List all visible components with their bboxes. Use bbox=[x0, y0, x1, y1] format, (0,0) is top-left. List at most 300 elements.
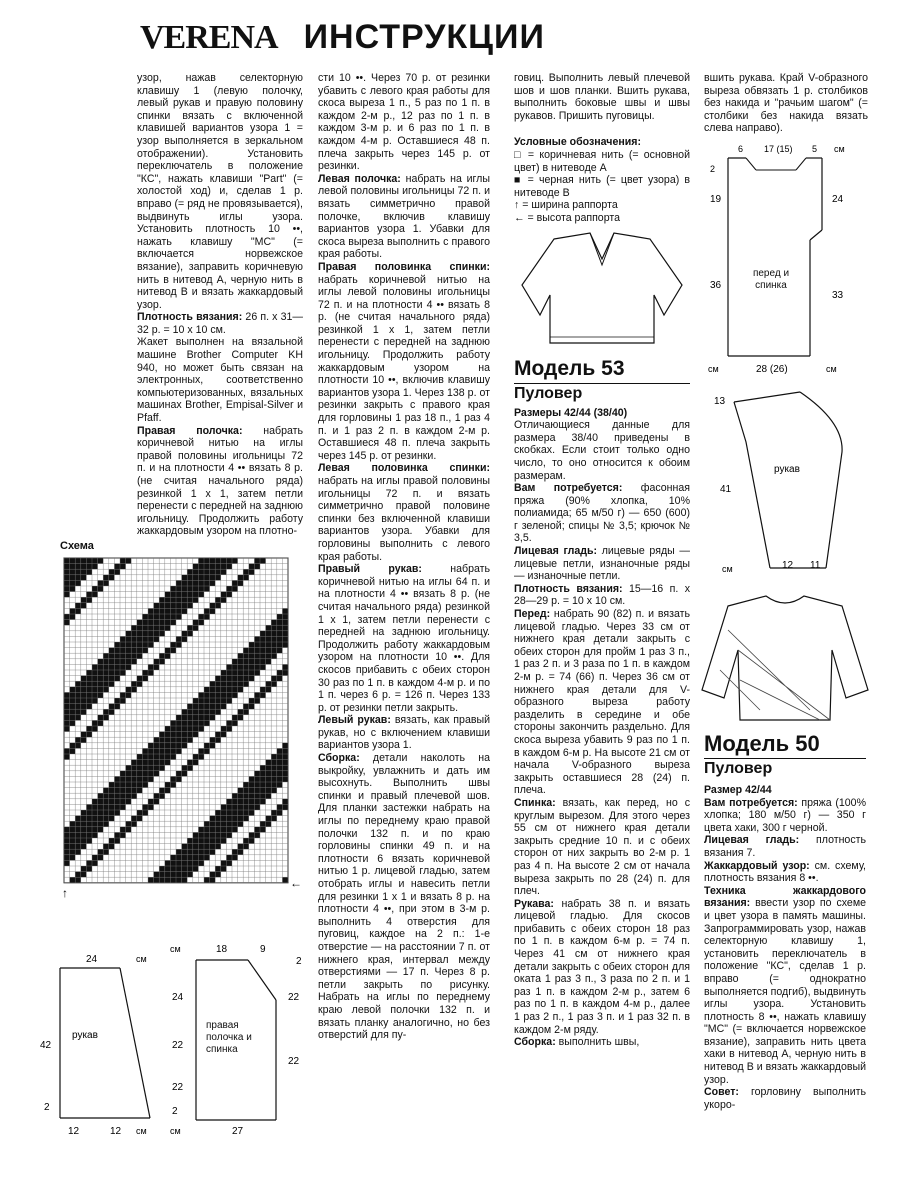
chart-cell bbox=[260, 827, 266, 833]
chart-cell bbox=[159, 743, 165, 749]
chart-cell bbox=[249, 670, 255, 676]
chart-cell bbox=[204, 715, 210, 721]
chart-cell bbox=[165, 603, 171, 609]
dim-label: см bbox=[834, 144, 845, 154]
chart-cell bbox=[266, 782, 272, 788]
paragraph: Жакет выполнен на вязальной машине Brother Computer KH 940, но может быть связан на электронных, соответственно компьютеризованных, вязальных машинах Brother, Empisal-Silver и Pfaff. bbox=[137, 336, 303, 425]
chart-cell bbox=[254, 653, 260, 659]
chart-cell bbox=[215, 681, 221, 687]
chart-cell bbox=[109, 838, 115, 844]
chart-cell bbox=[249, 564, 255, 570]
chart-cell bbox=[114, 776, 120, 782]
chart-cell bbox=[126, 648, 132, 654]
chart-cell bbox=[254, 776, 260, 782]
chart-cell bbox=[114, 788, 120, 794]
chart-cell bbox=[266, 765, 272, 771]
paragraph: узор, нажав селекторную клавишу 1 (левую полочку, левый рукав и правую половину спинки вязать с включенной клавишей вариантов узора 1 = узор выполняется в зеркальном отображении). Установить переключатель в положение "КС", нажать клавиши "Part" (= холостой ход) и, сделав 1 р. вправо (= ряд не провязывается), выдвинуть иглы узора. Установить плотность 10 ••, нажать клавишу "МС" (= включается норвежское вязание), заправить коричневую нить в нитевод А, черную нить в нитевод В и вязать жаккардовый узор. bbox=[137, 72, 303, 311]
chart-cell bbox=[176, 771, 182, 777]
chart-cell bbox=[204, 608, 210, 614]
chart-cell bbox=[120, 664, 126, 670]
chart-cell bbox=[187, 709, 193, 715]
subheading: Сборка: bbox=[514, 1036, 556, 1049]
chart-cell bbox=[238, 681, 244, 687]
chart-cell bbox=[204, 844, 210, 850]
chart-cell bbox=[215, 687, 221, 693]
chart-cell bbox=[176, 720, 182, 726]
chart-cell bbox=[120, 793, 126, 799]
chart-cell bbox=[154, 793, 160, 799]
chart-cell bbox=[226, 592, 232, 598]
subheading: Правый рукав: bbox=[318, 563, 422, 576]
chart-cell bbox=[210, 709, 216, 715]
chart-cell bbox=[243, 804, 249, 810]
chart-cell bbox=[81, 681, 87, 687]
chart-cell bbox=[198, 844, 204, 850]
chart-cell bbox=[75, 849, 81, 855]
chart-cell bbox=[182, 765, 188, 771]
chart-cell bbox=[131, 642, 137, 648]
chart-cell bbox=[64, 698, 70, 704]
legend-item: ↑ = ширина раппорта bbox=[514, 199, 618, 212]
chart-cell bbox=[182, 592, 188, 598]
chart-cell bbox=[238, 670, 244, 676]
chart-cell bbox=[215, 844, 221, 850]
chart-cell bbox=[260, 642, 266, 648]
chart-cell bbox=[254, 664, 260, 670]
chart-cell bbox=[198, 832, 204, 838]
paragraph: говиц. Выполнить левый плечевой шов и шов планки. Вшить рукава, выполнить боковые швы и швы рукавов. Пришить пуговицы. bbox=[514, 72, 690, 122]
chart-cell bbox=[86, 569, 92, 575]
chart-cell bbox=[232, 659, 238, 665]
chart-cell bbox=[70, 704, 76, 710]
chart-cell bbox=[282, 620, 288, 626]
chart-cell bbox=[232, 816, 238, 822]
chart-cell bbox=[249, 810, 255, 816]
chart-cell bbox=[81, 558, 87, 564]
chart-cell bbox=[260, 793, 266, 799]
chart-cell bbox=[221, 592, 227, 598]
chart-cell bbox=[221, 558, 227, 564]
chart-cell bbox=[81, 732, 87, 738]
chart-cell bbox=[103, 664, 109, 670]
chart-cell bbox=[165, 782, 171, 788]
chart-cell bbox=[131, 816, 137, 822]
chart-cell bbox=[204, 821, 210, 827]
chart-cell bbox=[86, 860, 92, 866]
chart-cell bbox=[198, 575, 204, 581]
chart-cell bbox=[64, 838, 70, 844]
chart-cell bbox=[210, 715, 216, 721]
chart-cell bbox=[109, 670, 115, 676]
chart-cell bbox=[182, 743, 188, 749]
chart-cell bbox=[226, 816, 232, 822]
chart-cell bbox=[154, 748, 160, 754]
chart-cell bbox=[92, 726, 98, 732]
chart-cell bbox=[215, 676, 221, 682]
chart-cell bbox=[193, 564, 199, 570]
paragraph: набрать на иглы правой половины игольницы 72 п. и вязать симметрично правой половине спинки без включенной клавиши вариантов узора. Убавки для горловины выполнить с левого края работы. bbox=[318, 475, 490, 563]
chart-cell bbox=[198, 709, 204, 715]
chart-cell bbox=[70, 838, 76, 844]
paragraph: 26 п. х 31—32 р. = 10 х 10 см. bbox=[137, 311, 303, 336]
chart-cell bbox=[232, 720, 238, 726]
chart-cell bbox=[170, 720, 176, 726]
jacquard-chart bbox=[60, 552, 310, 927]
page-header bbox=[140, 18, 545, 68]
chart-cell bbox=[232, 558, 238, 564]
chart-cell bbox=[238, 659, 244, 665]
chart-cell bbox=[210, 737, 216, 743]
chart-cell bbox=[81, 704, 87, 710]
chart-cell bbox=[198, 569, 204, 575]
chart-cell bbox=[187, 866, 193, 872]
chart-cell bbox=[148, 799, 154, 805]
piece-label: правая полочка и спинка bbox=[206, 1020, 252, 1055]
chart-cell bbox=[260, 659, 266, 665]
chart-cell bbox=[165, 872, 171, 878]
dim-label: 41 bbox=[720, 484, 732, 495]
chart-cell bbox=[148, 608, 154, 614]
chart-cell bbox=[254, 788, 260, 794]
chart-cell bbox=[70, 709, 76, 715]
chart-cell bbox=[198, 838, 204, 844]
chart-cell bbox=[81, 564, 87, 570]
chart-cell bbox=[198, 715, 204, 721]
chart-cell bbox=[137, 788, 143, 794]
chart-cell bbox=[238, 816, 244, 822]
chart-cell bbox=[154, 608, 160, 614]
dim-label: 12 bbox=[782, 560, 794, 571]
chart-cell bbox=[182, 872, 188, 878]
dim-label: см bbox=[170, 1126, 181, 1136]
dim-label: 13 bbox=[714, 396, 726, 407]
chart-cell bbox=[243, 810, 249, 816]
chart-cell bbox=[86, 866, 92, 872]
chart-cell bbox=[210, 580, 216, 586]
chart-cell bbox=[86, 592, 92, 598]
chart-cell bbox=[193, 575, 199, 581]
chart-cell bbox=[70, 748, 76, 754]
chart-cell bbox=[154, 625, 160, 631]
chart-cell bbox=[277, 760, 283, 766]
chart-cell bbox=[126, 659, 132, 665]
chart-cell bbox=[226, 832, 232, 838]
chart-cell bbox=[137, 810, 143, 816]
chart-cell bbox=[98, 810, 104, 816]
chart-cell bbox=[170, 608, 176, 614]
chart-cell bbox=[120, 659, 126, 665]
chart-cell bbox=[266, 816, 272, 822]
chart-cell bbox=[142, 760, 148, 766]
chart-cell bbox=[70, 687, 76, 693]
chart-cell bbox=[165, 608, 171, 614]
chart-cell bbox=[210, 687, 216, 693]
chart-cell bbox=[193, 760, 199, 766]
chart-cell bbox=[64, 715, 70, 721]
paragraph: детали наколоть на выкройку, увлажнить и дать им высохнуть. Выполнить швы спинки и правый плечевой шов. Для планки застежки набрать на иглы по переднему краю правой полочки 132 п. и по краю горловины спинки 49 п. и на плотности 6 вязать коричневой нитью 1 р. лицевой гладью, затем отобрать иглы и навесить петли для резинки 1 х 1 и вязать 8 р. на плотности 4 ••, при этом в 3-м р. выполнить 4 отверстия для пуговиц, каждое на 2 п.: 1-е отверстие — на расстоянии 7 п. от нижнего края, интервал между отверстиями — 17 п. Через 8 р. петли закрыть по рисунку. Набрать на иглы по переднему краю левой полочки 132 п. и вязать планку аналогично, но без отверстий для пу- bbox=[318, 752, 490, 1042]
chart-cell bbox=[271, 648, 277, 654]
chart-cell bbox=[126, 821, 132, 827]
chart-cell bbox=[277, 765, 283, 771]
dim-label: 22 bbox=[172, 1082, 184, 1093]
chart-cell bbox=[282, 670, 288, 676]
chart-cell bbox=[210, 872, 216, 878]
chart-cell bbox=[198, 580, 204, 586]
chart-cell bbox=[159, 760, 165, 766]
chart-cell bbox=[210, 575, 216, 581]
chart-cell bbox=[109, 799, 115, 805]
chart-cell bbox=[282, 608, 288, 614]
chart-cell bbox=[120, 827, 126, 833]
chart-cell bbox=[215, 737, 221, 743]
chart-cell bbox=[70, 855, 76, 861]
chart-cell bbox=[260, 687, 266, 693]
chart-cell bbox=[81, 575, 87, 581]
chart-cell bbox=[98, 580, 104, 586]
dim-label: 2 bbox=[296, 956, 302, 967]
chart-cell bbox=[182, 580, 188, 586]
chart-cell bbox=[198, 849, 204, 855]
chart-cell bbox=[70, 849, 76, 855]
chart-cell bbox=[92, 586, 98, 592]
chart-cell bbox=[176, 849, 182, 855]
chart-cell bbox=[226, 821, 232, 827]
chart-cell bbox=[221, 810, 227, 816]
scheme-label: Схема bbox=[60, 540, 94, 552]
chart-cell bbox=[232, 804, 238, 810]
dim-label: 2 bbox=[44, 1102, 50, 1113]
subheading: Размер 42/44 bbox=[704, 784, 772, 796]
chart-cell bbox=[86, 804, 92, 810]
chart-cell bbox=[120, 636, 126, 642]
chart-cell bbox=[148, 642, 154, 648]
chart-cell bbox=[126, 558, 132, 564]
chart-cell bbox=[75, 844, 81, 850]
chart-cell bbox=[193, 855, 199, 861]
dim-label: 19 bbox=[710, 194, 722, 205]
chart-cell bbox=[137, 681, 143, 687]
chart-cell bbox=[159, 631, 165, 637]
chart-cell bbox=[120, 653, 126, 659]
chart-cell bbox=[75, 737, 81, 743]
chart-cell bbox=[126, 653, 132, 659]
chart-cell bbox=[243, 709, 249, 715]
chart-cell bbox=[277, 625, 283, 631]
chart-cell bbox=[282, 631, 288, 637]
chart-cell bbox=[238, 687, 244, 693]
chart-cell bbox=[238, 821, 244, 827]
chart-cell bbox=[109, 659, 115, 665]
chart-cell bbox=[92, 670, 98, 676]
chart-cell bbox=[243, 788, 249, 794]
chart-cell bbox=[187, 586, 193, 592]
chart-cell bbox=[170, 614, 176, 620]
chart-cell bbox=[254, 804, 260, 810]
chart-cell bbox=[148, 636, 154, 642]
chart-cell bbox=[176, 872, 182, 878]
chart-cell bbox=[70, 564, 76, 570]
subheading: Рукава: bbox=[514, 897, 554, 910]
chart-cell bbox=[92, 564, 98, 570]
chart-cell bbox=[243, 799, 249, 805]
chart-cell bbox=[193, 866, 199, 872]
chart-cell bbox=[159, 732, 165, 738]
chart-cell bbox=[114, 799, 120, 805]
chart-cell bbox=[75, 838, 81, 844]
chart-cell bbox=[249, 664, 255, 670]
chart-cell bbox=[75, 580, 81, 586]
dim-label: 33 bbox=[832, 290, 844, 301]
chart-cell bbox=[282, 754, 288, 760]
chart-cell bbox=[277, 631, 283, 637]
chart-cell bbox=[182, 844, 188, 850]
chart-cell bbox=[204, 687, 210, 693]
chart-cell bbox=[282, 799, 288, 805]
chart-cell bbox=[131, 765, 137, 771]
chart-cell bbox=[142, 804, 148, 810]
paragraph: плотность вязания 7. bbox=[704, 834, 866, 859]
chart-cell bbox=[114, 648, 120, 654]
chart-cell bbox=[103, 653, 109, 659]
chart-cell bbox=[210, 844, 216, 850]
chart-cell bbox=[109, 676, 115, 682]
chart-cell bbox=[103, 575, 109, 581]
chart-cell bbox=[266, 776, 272, 782]
chart-cell bbox=[221, 704, 227, 710]
chart-cell bbox=[103, 810, 109, 816]
chart-cell bbox=[70, 586, 76, 592]
paragraph: пряжа (100% хлопка; 180 м/50 г) — 350 г цвета хаки, 300 г черной. bbox=[704, 796, 866, 834]
subheading: Жаккардовый узор: bbox=[704, 859, 810, 872]
chart-cell bbox=[277, 748, 283, 754]
chart-cell bbox=[103, 709, 109, 715]
front-back-diagram-left bbox=[168, 938, 313, 1143]
chart-cell bbox=[282, 636, 288, 642]
chart-cell bbox=[114, 664, 120, 670]
chart-cell bbox=[249, 804, 255, 810]
chart-cell bbox=[210, 816, 216, 822]
chart-cell bbox=[126, 827, 132, 833]
chart-cell bbox=[98, 692, 104, 698]
chart-cell bbox=[75, 743, 81, 749]
subheading: Правая полочка: bbox=[137, 424, 243, 437]
chart-cell bbox=[70, 720, 76, 726]
chart-cell bbox=[81, 838, 87, 844]
chart-cell bbox=[243, 793, 249, 799]
chart-cell bbox=[210, 743, 216, 749]
chart-cell bbox=[187, 631, 193, 637]
chart-cell bbox=[165, 754, 171, 760]
chart-cell bbox=[215, 603, 221, 609]
chart-cell bbox=[204, 709, 210, 715]
chart-cell bbox=[238, 849, 244, 855]
chart-cell bbox=[215, 872, 221, 878]
chart-cell bbox=[70, 827, 76, 833]
chart-cell bbox=[187, 704, 193, 710]
chart-cell bbox=[271, 625, 277, 631]
chart-cell bbox=[226, 676, 232, 682]
chart-cell bbox=[277, 754, 283, 760]
chart-cell bbox=[238, 715, 244, 721]
chart-cell bbox=[193, 698, 199, 704]
chart-cell bbox=[170, 597, 176, 603]
chart-cell bbox=[142, 782, 148, 788]
chart-cell bbox=[103, 799, 109, 805]
chart-cell bbox=[226, 664, 232, 670]
chart-cell bbox=[232, 676, 238, 682]
chart-cell bbox=[154, 737, 160, 743]
chart-cell bbox=[277, 676, 283, 682]
chart-cell bbox=[176, 597, 182, 603]
dim-label: см bbox=[136, 1126, 147, 1136]
dim-label: 22 bbox=[172, 1040, 184, 1051]
subheading: Левая половинка спинки: bbox=[318, 462, 490, 475]
chart-cell bbox=[103, 844, 109, 850]
chart-cell bbox=[92, 558, 98, 564]
paragraph: вязать, как перед, но с круглым вырезом. Для этого через 55 см от нижнего края детали закрыть средние 10 п. и с обеих сторон от них закрыть во 2-м р. 1 раз 4 п. На высоте 2 см от начала выреза закрыть по 28 (24) п. для плеч. bbox=[514, 796, 690, 898]
chart-cell bbox=[98, 681, 104, 687]
chart-cell bbox=[165, 860, 171, 866]
chart-cell bbox=[243, 569, 249, 575]
chart-cell bbox=[70, 580, 76, 586]
chart-cell bbox=[86, 838, 92, 844]
chart-cell bbox=[70, 569, 76, 575]
chart-cell bbox=[154, 877, 160, 883]
chart-cell bbox=[165, 614, 171, 620]
chart-cell bbox=[81, 866, 87, 872]
chart-cell bbox=[137, 771, 143, 777]
chart-cell bbox=[98, 804, 104, 810]
chart-cell bbox=[92, 860, 98, 866]
paragraph: горловину выполнить укоро- bbox=[704, 1086, 866, 1111]
chart-cell bbox=[92, 720, 98, 726]
chart-cell bbox=[176, 737, 182, 743]
chart-cell bbox=[210, 827, 216, 833]
chart-cell bbox=[81, 810, 87, 816]
dim-label: см bbox=[170, 944, 181, 954]
subheading: Перед: bbox=[514, 608, 551, 621]
chart-cell bbox=[131, 681, 137, 687]
chart-cell bbox=[193, 597, 199, 603]
chart-cell bbox=[210, 608, 216, 614]
chart-cell bbox=[254, 670, 260, 676]
chart-cell bbox=[215, 709, 221, 715]
chart-cell bbox=[198, 827, 204, 833]
chart-cell bbox=[176, 866, 182, 872]
chart-cell bbox=[260, 776, 266, 782]
chart-cell bbox=[243, 838, 249, 844]
chart-cell bbox=[137, 653, 143, 659]
chart-cell bbox=[75, 681, 81, 687]
chart-cell bbox=[204, 558, 210, 564]
chart-cell bbox=[86, 687, 92, 693]
chart-cell bbox=[249, 648, 255, 654]
chart-cell bbox=[176, 877, 182, 883]
chart-cell bbox=[148, 877, 154, 883]
chart-cell bbox=[193, 704, 199, 710]
chart-cell bbox=[193, 625, 199, 631]
chart-cell bbox=[75, 603, 81, 609]
chart-cell bbox=[260, 631, 266, 637]
chart-cell bbox=[103, 715, 109, 721]
chart-cell bbox=[187, 726, 193, 732]
chart-cell bbox=[210, 698, 216, 704]
chart-cell bbox=[266, 771, 272, 777]
chart-cell bbox=[109, 681, 115, 687]
chart-cell bbox=[120, 804, 126, 810]
chart-cell bbox=[243, 653, 249, 659]
chart-cell bbox=[193, 754, 199, 760]
